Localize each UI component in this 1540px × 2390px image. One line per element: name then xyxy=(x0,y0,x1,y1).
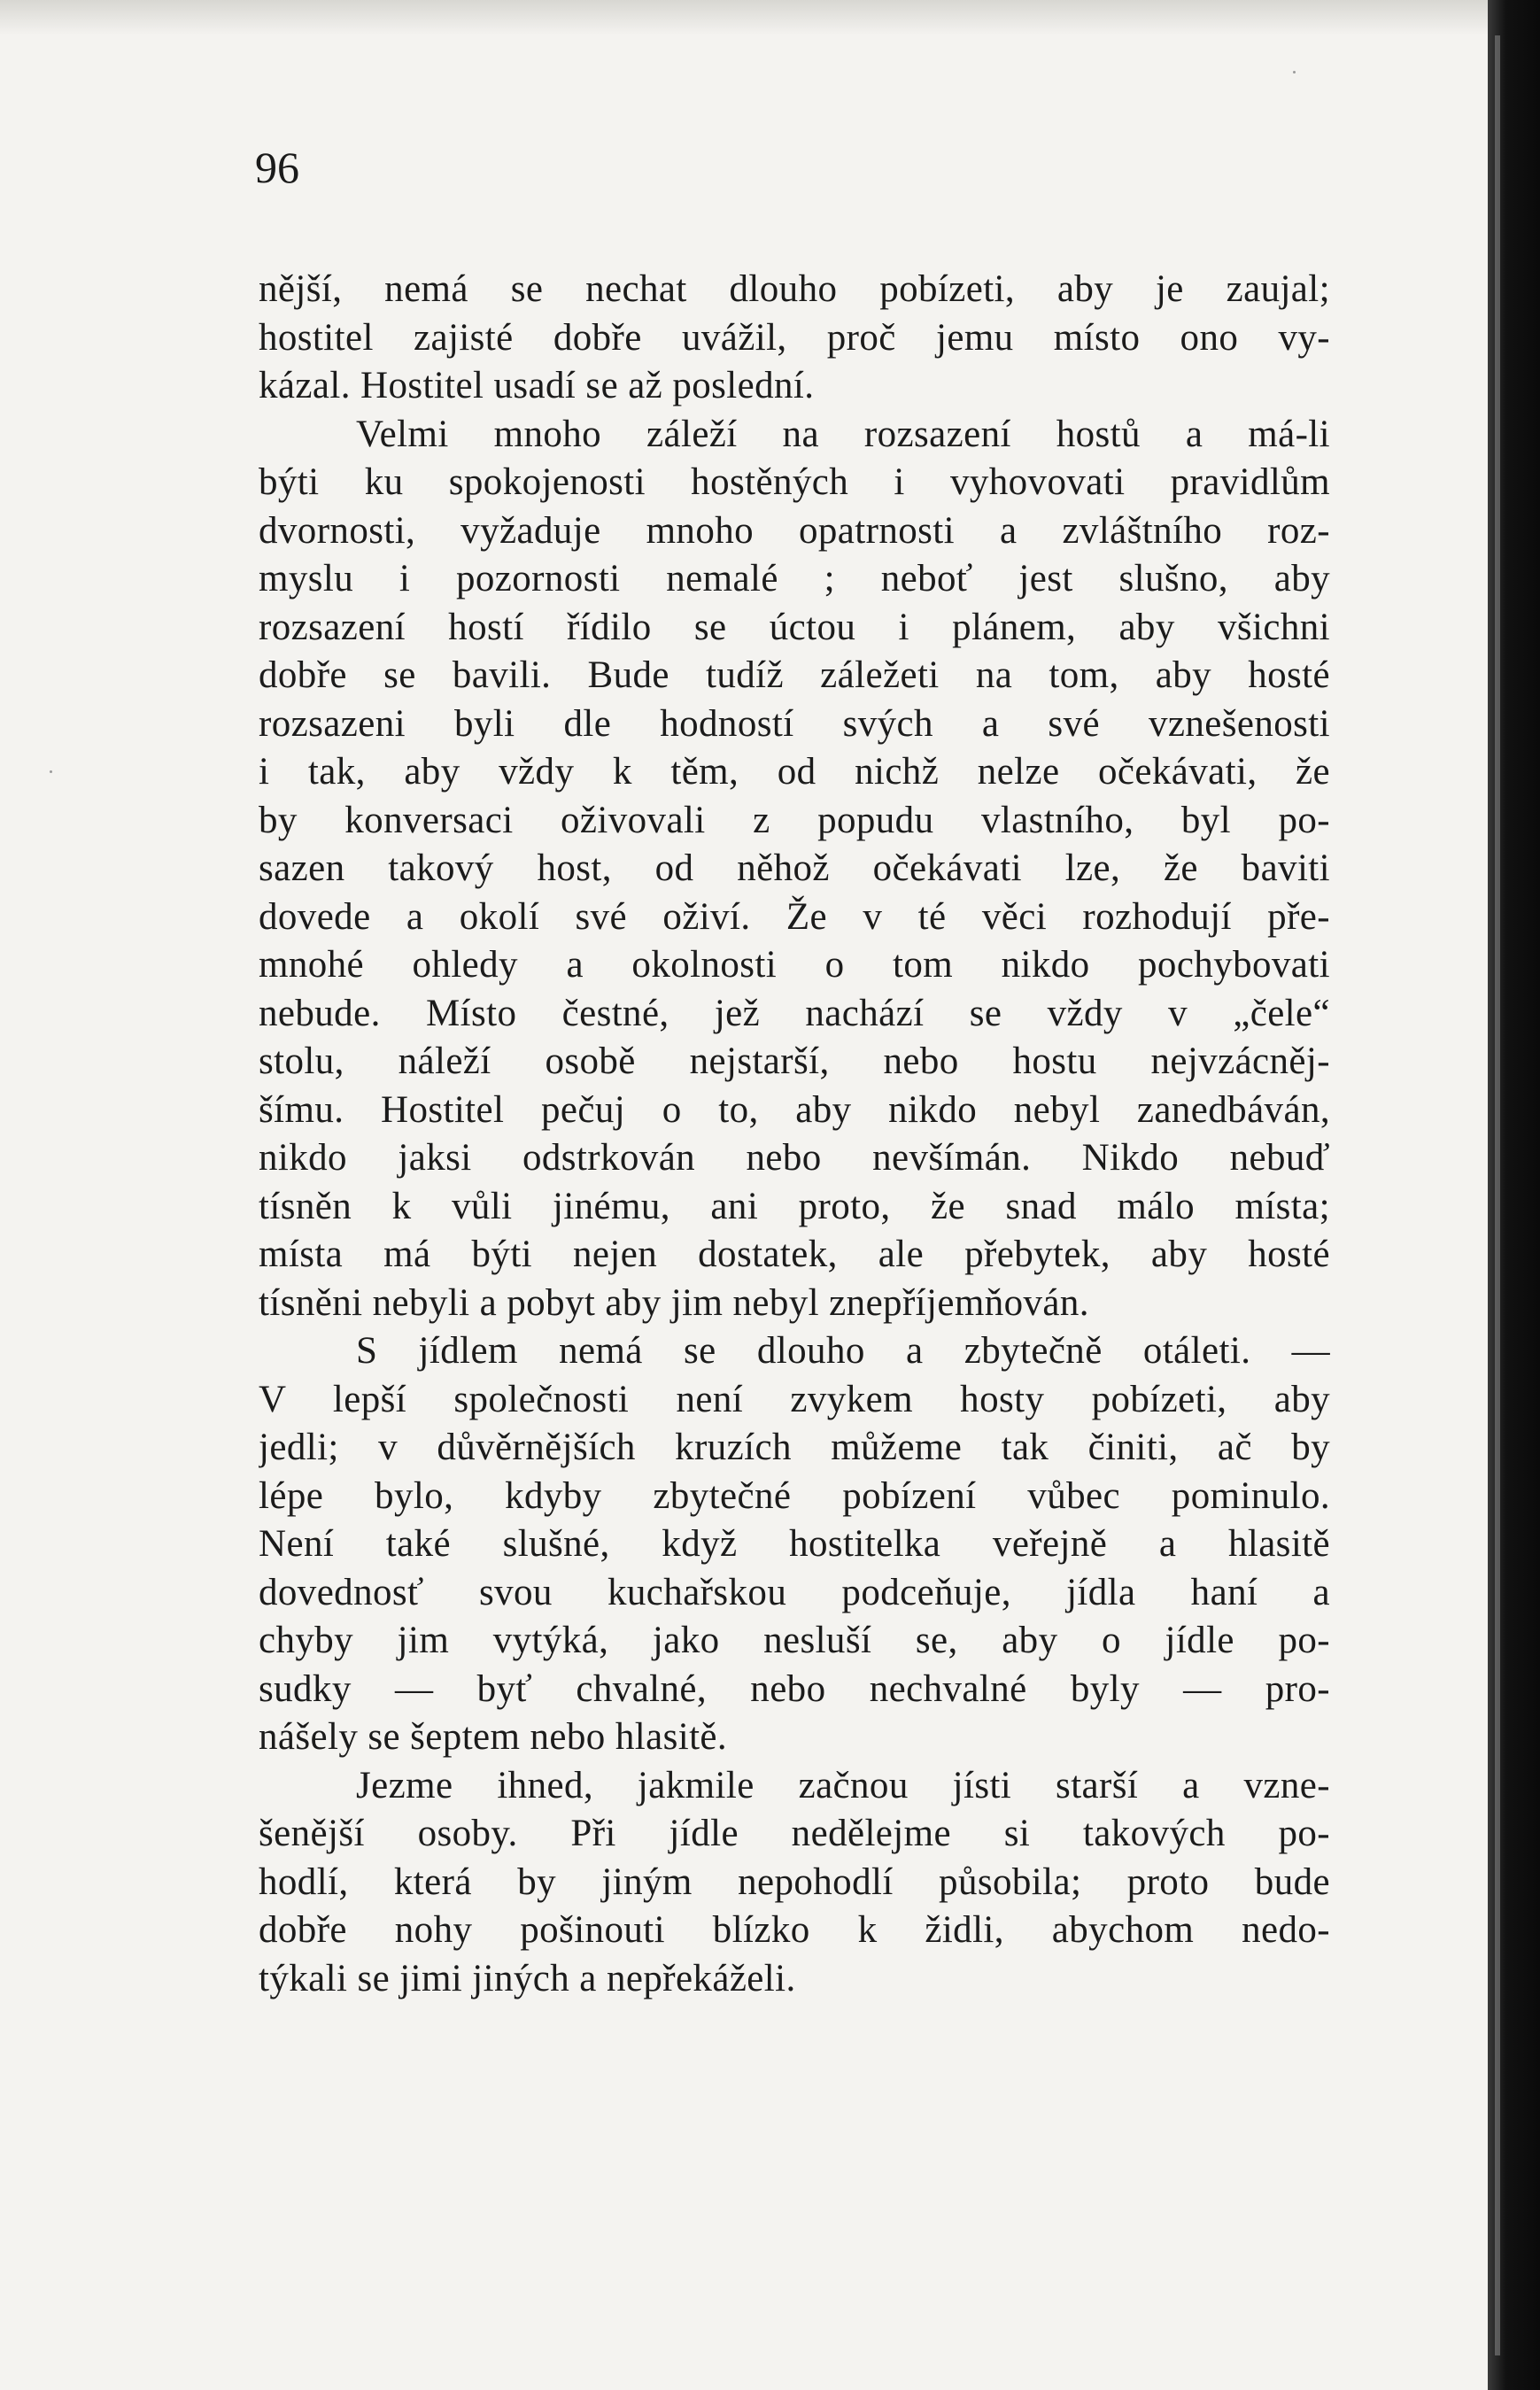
text-line: i tak, aby vždy k těm, od nichž nelze očekávati, že xyxy=(259,751,1330,793)
text-line: sazen takový host, od něhož očekávati lze, že baviti xyxy=(259,847,1330,889)
text-line: šímu. Hostitel pečuj o to, aby nikdo nebyl zanedbáván, xyxy=(259,1088,1330,1131)
text-line: dovednosť svou kuchařskou podceňuje, jídla haní a xyxy=(259,1571,1330,1613)
text-line: S jídlem nemá se dlouho a zbytečně otáleti. — xyxy=(356,1330,1330,1372)
text-line: sudky — byť chvalné, nebo nechvalné byly — pro- xyxy=(259,1667,1330,1710)
text-line: hostitel zajisté dobře uvážil, proč jemu místo ono vy- xyxy=(259,316,1330,359)
text-line: Velmi mnoho záleží na rozsazení hostů a má-li xyxy=(356,413,1330,455)
text-line: rozsazení hostí řídilo se úctou i plánem, aby všichni xyxy=(259,606,1330,648)
text-line: lépe bylo, kdyby zbytečné pobízení vůbec pominulo. xyxy=(259,1474,1330,1517)
text-line: dobře nohy pošinouti blízko k židli, abychom nedo- xyxy=(259,1909,1330,1951)
text-line: nikdo jaksi odstrkován nebo nevšímán. Nikdo nebuď xyxy=(259,1137,1330,1179)
text-line: mnohé ohledy a okolnosti o tom nikdo pochybovati xyxy=(259,944,1330,986)
text-line: dovede a okolí své oživí. Že v té věci rozhodují pře- xyxy=(259,895,1330,938)
text-line: stolu, náleží osobě nejstarší, nebo hostu nejvzácněj- xyxy=(259,1040,1330,1082)
text-line: jedli; v důvěrnějších kruzích můžeme tak činiti, ač by xyxy=(259,1427,1330,1468)
scan-speck xyxy=(50,770,52,773)
text-line: šenější osoby. Při jídle nedělejme si takových po- xyxy=(259,1813,1330,1854)
text-line: nebude. Místo čestné, jež nachází se vždy v „čele“ xyxy=(259,992,1330,1034)
text-line: rozsazeni byli dle hodností svých a své vznešenosti xyxy=(259,702,1330,745)
body-text xyxy=(259,266,1330,2003)
text-line: týkali se jimi jiných a nepřekáželi. xyxy=(259,1957,796,1999)
scan-speck xyxy=(1293,71,1296,73)
text-line: místa má býti nejen dostatek, ale přebytek, aby hosté xyxy=(259,1234,1330,1275)
binding-highlight xyxy=(1495,35,1500,2355)
text-line: V lepší společnosti není zvykem hosty pobízeti, aby xyxy=(259,1378,1330,1420)
text-line: dvornosti, vyžaduje mnoho opatrnosti a zvláštního roz- xyxy=(259,509,1330,552)
text-line: nášely se šeptem nebo hlasitě. xyxy=(259,1716,728,1758)
text-line: tísněn k vůli jinému, ani proto, že snad málo místa; xyxy=(259,1185,1330,1227)
text-line: býti ku spokojenosti hostěných i vyhovovati pravidlům xyxy=(259,461,1330,503)
text-line: kázal. Hostitel usadí se až poslední. xyxy=(259,365,815,406)
text-line: by konversaci oživovali z popudu vlastního, byl po- xyxy=(259,799,1330,841)
text-line: nější, nemá se nechat dlouho pobízeti, aby je zaujal; xyxy=(259,268,1330,310)
text-line: chyby jim vytýká, jako nesluší se, aby o jídle po- xyxy=(259,1620,1330,1661)
text-line: myslu i pozornosti nemalé ; neboť jest slušno, aby xyxy=(259,558,1330,599)
text-line: dobře se bavili. Bude tudíž záležeti na tom, aby hosté xyxy=(259,654,1330,696)
scan-shadow xyxy=(0,0,1488,35)
text-line: tísněni nebyli a pobyt aby jim nebyl znepříjemňován. xyxy=(259,1281,1089,1324)
text-line: Není také slušné, když hostitelka veřejně a hlasitě xyxy=(259,1523,1330,1565)
text-line: hodlí, která by jiným nepohodlí působila; proto bude xyxy=(259,1860,1330,1903)
text-line: Jezme ihned, jakmile začnou jísti starší a vzne- xyxy=(356,1764,1330,1806)
page-number: 96 xyxy=(255,143,299,192)
